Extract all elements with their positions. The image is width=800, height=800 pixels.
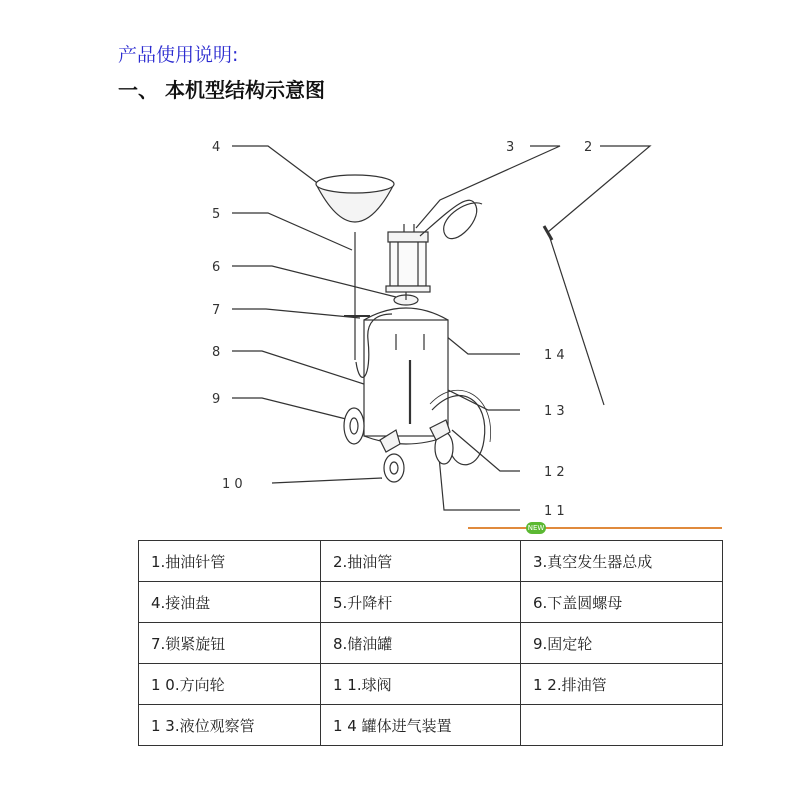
- oil-pan-rim: [316, 175, 394, 193]
- table-cell: [521, 705, 723, 746]
- callout-3: 3: [506, 140, 515, 155]
- table-row: [139, 664, 723, 705]
- callout-6: 6: [212, 260, 221, 275]
- table-row: [139, 582, 723, 623]
- tank-body: [364, 320, 448, 436]
- leader-line-10: [272, 478, 382, 483]
- leader-line-5: [232, 213, 352, 250]
- suction-hose: [420, 200, 482, 238]
- separator-line: [468, 527, 722, 529]
- callout-11: 1 1: [544, 504, 565, 519]
- table-row: [139, 623, 723, 664]
- section-heading: 一、 本机型结构示意图: [118, 78, 325, 102]
- table-cell: 8.储油罐: [321, 623, 521, 664]
- table-cell: 4.接油盘: [139, 582, 321, 623]
- callout-12: 1 2: [544, 465, 565, 480]
- callout-2: 2: [584, 140, 593, 155]
- callout-5: 5: [212, 207, 221, 222]
- callout-4: 4: [212, 140, 221, 155]
- table-cell: 1 2.排油管: [521, 664, 723, 705]
- manual-subtitle: 产品使用说明:: [118, 44, 239, 66]
- parts-table: [138, 540, 723, 746]
- table-cell: 1 0.方向轮: [139, 664, 321, 705]
- table-cell: 7.锁紧旋钮: [139, 623, 321, 664]
- table-cell: 1.抽油针管: [139, 541, 321, 582]
- callout-13: 1 3: [544, 404, 565, 419]
- new-badge: NEW: [527, 524, 545, 532]
- callout-7: 7: [212, 303, 221, 318]
- callout-9: 9: [212, 392, 221, 407]
- callout-10: 1 0: [222, 477, 243, 492]
- table-cell: 2.抽油管: [321, 541, 521, 582]
- leader-line-2: [548, 146, 650, 232]
- leader-line-6: [232, 266, 396, 297]
- table-cell: 6.下盖圆螺母: [521, 582, 723, 623]
- leader-line-8: [232, 351, 370, 386]
- table-cell: 1 1.球阀: [321, 664, 521, 705]
- fixed-wheel: [344, 408, 364, 444]
- callout-8: 8: [212, 345, 221, 360]
- leader-line-3: [416, 146, 560, 228]
- leader-line-9: [232, 398, 350, 420]
- table-cell: 9.固定轮: [521, 623, 723, 664]
- callout-14: 1 4: [544, 348, 565, 363]
- direction-wheel: [384, 454, 404, 482]
- table-cell: 5.升降杆: [321, 582, 521, 623]
- table-cell: 3.真空发生器总成: [521, 541, 723, 582]
- leader-line-7: [232, 309, 360, 318]
- table-row: [139, 541, 723, 582]
- sight-glass: [390, 242, 426, 286]
- table-row: [139, 705, 723, 746]
- suction-needle: [548, 232, 604, 405]
- table-cell: 1 4 罐体进气装置: [321, 705, 521, 746]
- table-cell: 1 3.液位观察管: [139, 705, 321, 746]
